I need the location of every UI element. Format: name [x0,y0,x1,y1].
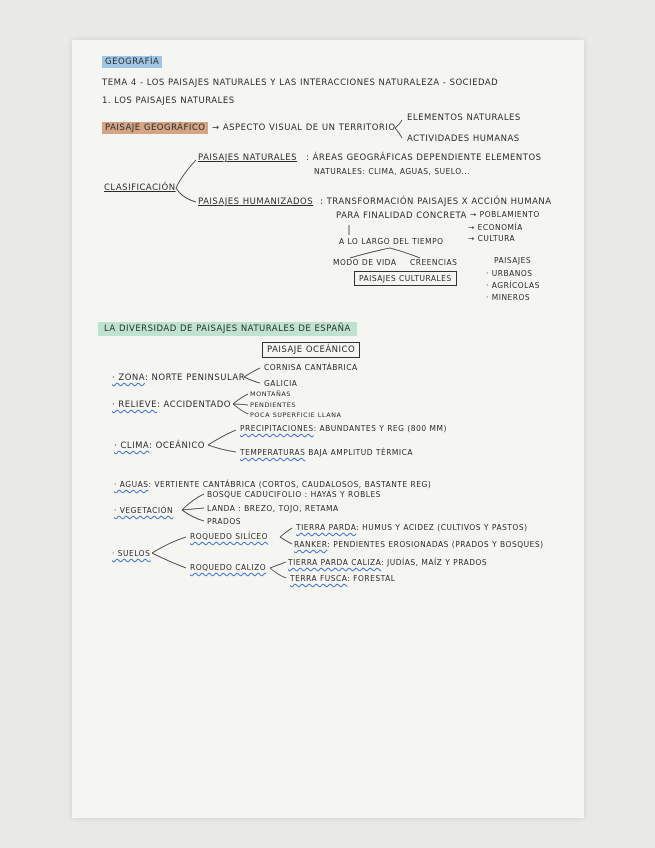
way-of-life-text: MODO DE VIDA [333,258,397,267]
oceanic-landscape-box: PAISAJE OCEÁNICO [262,342,360,358]
relieve-item: MONTAÑAS [250,390,291,398]
landscape-type: · MINEROS [486,293,531,302]
zona-label: · ZONA [112,373,145,383]
classification-label: CLASIFICACIÓN [104,183,176,193]
zona-value: : NORTE PENINSULAR [144,373,246,383]
tierra-parda-label: TIERRA PARDA [296,523,357,532]
definition-item: ELEMENTOS NATURALES [407,113,521,123]
relieve-label: · RELIEVE [112,400,157,410]
purpose-item: → POBLAMIENTO [470,210,540,219]
tierra-caliza-value: : JUDÍAS, MAÍZ Y PRADOS [381,558,488,567]
clima-label: · CLIMA [114,441,150,451]
definition-item: ACTIVIDADES HUMANAS [407,134,520,144]
beliefs-text: CREENCIAS [410,258,458,267]
zona-item: GALICIA [264,379,298,388]
over-time-text: A LO LARGO DEL TIEMPO [339,237,444,246]
vegetation-item: BOSQUE CADUCIFOLIO : HAYAS Y ROBLES [207,490,381,499]
natural-landscapes-desc: NATURALES: CLIMA, AGUAS, SUELO... [314,167,470,176]
vegetation-label: · VEGETACIÓN [114,506,174,515]
terra-fusca-label: TERRA FUSCA [290,574,348,583]
tierra-caliza-label: TIERRA PARDA CALIZA [288,558,382,567]
relieve-item: POCA SUPERFICIE LLANA [250,411,342,419]
relieve-item: PENDIENTES [250,401,296,409]
purpose-item: → CULTURA [468,234,516,243]
subject-title: GEOGRAFÍA [102,56,162,68]
clima-value: : OCEÁNICO [149,441,205,451]
aguas-label: · AGUAS [114,480,149,489]
precipitation-value: : ABUNDANTES Y REG (800 MM) [313,424,447,433]
topic-title: TEMA 4 - LOS PAISAJES NATURALES Y LAS INTERACCIONES NATURALEZA - SOCIEDAD [102,78,499,88]
landscape-type: · AGRÍCOLAS [486,281,540,290]
calcareous-rock-label: ROQUEDO CALIZO [190,563,267,572]
cultural-landscapes-box: PAISAJES CULTURALES [354,271,457,286]
tierra-parda-value: : HUMUS Y ACIDEZ (CULTIVOS Y PASTOS) [356,523,528,532]
temperature-label: TEMPERATURAS [240,448,306,457]
section2-title: LA DIVERSIDAD DE PAISAJES NATURALES DE ESPAÑA [98,322,357,336]
section-heading: 1. LOS PAISAJES NATURALES [102,96,235,106]
siliceous-rock-label: ROQUEDO SILÍCEO [190,532,269,541]
ranker-label: RANKER [294,540,328,549]
vegetation-item: LANDA : BREZO, TOJO, RETAMA [207,504,339,513]
natural-landscapes-desc: : ÁREAS GEOGRÁFICAS DEPENDIENTE ELEMENTOS [306,153,542,163]
vegetation-item: PRADOS [207,517,241,526]
terra-fusca-value: : FORESTAL [347,574,396,583]
zona-item: CORNISA CANTÁBRICA [264,363,358,372]
soils-label: · SUELOS [112,549,151,558]
relieve-value: : ACCIDENTADO [156,400,231,410]
temperature-value: BAJA AMPLITUD TÉRMICA [308,448,413,457]
natural-landscapes-title: PAISAJES NATURALES [198,153,298,163]
term-paisaje-geografico: PAISAJE GEOGRÁFICO [102,122,208,134]
ranker-value: : PENDIENTES EROSIONADAS (PRADOS Y BOSQUES) [327,540,544,549]
landscape-types-title: PAISAJES [494,256,532,265]
landscape-type: · URBANOS [486,269,533,278]
human-landscapes-title: PAISAJES HUMANIZADOS [198,197,314,207]
precipitation-label: PRECIPITACIONES [240,424,314,433]
aguas-value: : VERTIENTE CANTÁBRICA (CORTOS, CAUDALOSOS, BASTANTE REG) [148,480,432,489]
definition-text: → ASPECTO VISUAL DE UN TERRITORIO [212,123,396,133]
human-landscapes-desc: : TRANSFORMACIÓN PAISAJES X ACCIÓN HUMANA [320,197,552,207]
purpose-item: → ECONOMÍA [468,223,523,232]
human-landscapes-desc: PARA FINALIDAD CONCRETA [336,211,467,221]
